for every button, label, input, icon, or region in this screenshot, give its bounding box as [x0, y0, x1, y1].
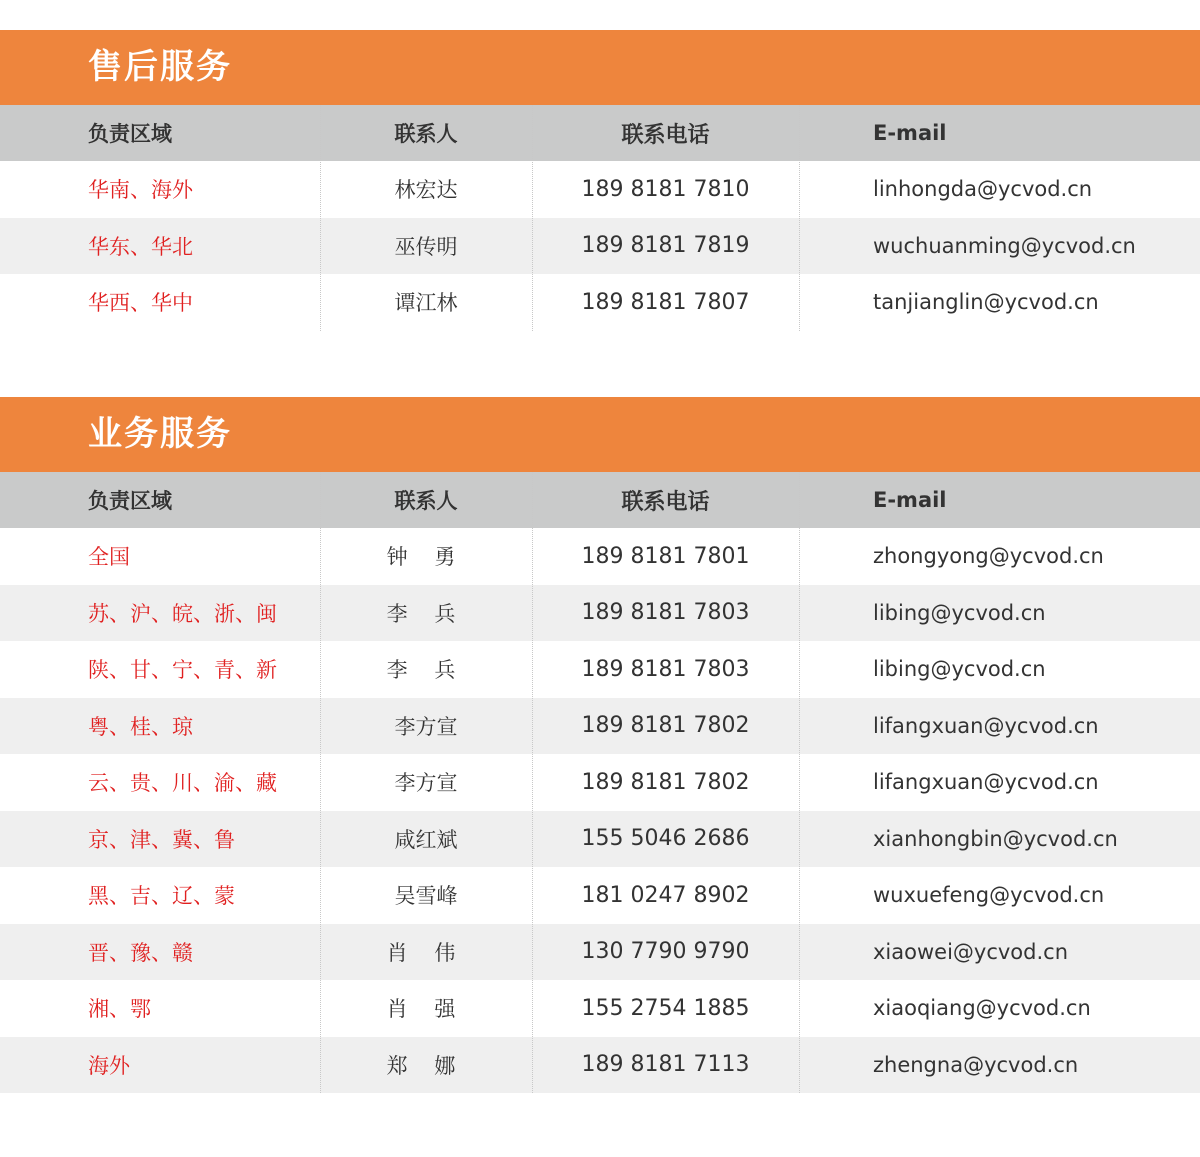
table-row [0, 1037, 1200, 1094]
region-cell: 华南、海外 [88, 178, 193, 203]
phone-cell: 155 2754 1885 [581, 995, 750, 1021]
header-phone: 联系电话 [621, 489, 710, 515]
contact-cell: 郑 娜 [386, 1053, 466, 1078]
table-row [0, 754, 1200, 811]
email-cell[interactable]: xianhongbin@ycvod.cn [873, 826, 1118, 851]
region-cell: 黑、吉、辽、蒙 [88, 884, 235, 909]
table-row [0, 218, 1200, 275]
phone-cell: 130 7790 9790 [581, 939, 750, 965]
email-cell[interactable]: zhengna@ycvod.cn [873, 1052, 1079, 1077]
contact-cell: 吴雪峰 [394, 884, 458, 909]
phone-cell: 189 8181 7801 [581, 543, 750, 569]
email-cell[interactable]: zhongyong@ycvod.cn [873, 544, 1104, 569]
contact-cell: 肖 伟 [386, 940, 466, 965]
section-title: 售后服务 [0, 30, 1200, 105]
email-cell[interactable]: xiaowei@ycvod.cn [873, 939, 1069, 964]
column-divider [799, 472, 800, 1093]
header-contact: 联系人 [394, 122, 458, 146]
phone-cell: 189 8181 7807 [581, 289, 750, 315]
email-cell[interactable]: xiaoqiang@ycvod.cn [873, 996, 1091, 1021]
email-cell[interactable]: wuchuanming@ycvod.cn [873, 233, 1136, 258]
table-header-row [0, 472, 1200, 528]
table-row [0, 161, 1200, 218]
header-contact: 联系人 [394, 489, 458, 513]
phone-cell: 189 8181 7113 [581, 1052, 750, 1078]
contact-cell: 咸红斌 [394, 827, 458, 852]
contact-cell: 林宏达 [394, 178, 458, 203]
phone-cell: 189 8181 7803 [581, 656, 750, 682]
after-sales-section [0, 30, 1200, 331]
phone-cell: 189 8181 7802 [581, 769, 750, 795]
table-row [0, 698, 1200, 755]
phone-cell: 189 8181 7803 [581, 600, 750, 626]
region-cell: 京、津、冀、鲁 [88, 827, 235, 852]
table-row [0, 274, 1200, 331]
region-cell: 海外 [88, 1053, 130, 1078]
email-cell[interactable]: tanjianglin@ycvod.cn [873, 290, 1099, 315]
column-divider [532, 105, 533, 331]
contact-cell: 李方宣 [394, 714, 458, 739]
phone-cell: 189 8181 7819 [581, 233, 750, 259]
email-cell[interactable]: linhongda@ycvod.cn [873, 177, 1093, 202]
email-cell[interactable]: lifangxuan@ycvod.cn [873, 713, 1099, 738]
region-cell: 华东、华北 [88, 234, 193, 259]
table-row [0, 585, 1200, 642]
phone-cell: 189 8181 7810 [581, 176, 750, 202]
region-cell: 陕、甘、宁、青、新 [88, 658, 277, 683]
column-divider [799, 105, 800, 331]
table-row [0, 924, 1200, 981]
column-divider [532, 472, 533, 1093]
email-cell[interactable]: lifangxuan@ycvod.cn [873, 770, 1099, 795]
contact-cell: 钟 勇 [386, 545, 466, 570]
contact-cell: 巫传明 [394, 234, 458, 259]
section-title: 业务服务 [0, 397, 1200, 472]
email-cell[interactable]: libing@ycvod.cn [873, 600, 1046, 625]
after-sales-table [0, 105, 1200, 331]
header-email: E-mail [873, 121, 947, 145]
region-cell: 晋、豫、赣 [88, 940, 193, 965]
header-region: 负责区域 [88, 122, 172, 146]
region-cell: 苏、沪、皖、浙、闽 [88, 601, 277, 626]
contact-cell: 李 兵 [386, 658, 466, 683]
region-cell: 粤、桂、琼 [88, 714, 193, 739]
region-cell: 华西、华中 [88, 291, 193, 316]
contact-cell: 谭江林 [394, 291, 458, 316]
column-divider [320, 472, 321, 1093]
column-divider [320, 105, 321, 331]
business-section [0, 397, 1200, 1093]
phone-cell: 155 5046 2686 [581, 826, 750, 852]
region-cell: 湘、鄂 [88, 997, 151, 1022]
header-email: E-mail [873, 488, 947, 512]
phone-cell: 189 8181 7802 [581, 713, 750, 739]
header-phone: 联系电话 [621, 122, 710, 148]
table-row [0, 811, 1200, 868]
contact-cell: 肖 强 [386, 997, 466, 1022]
contact-cell: 李 兵 [386, 601, 466, 626]
email-cell[interactable]: libing@ycvod.cn [873, 657, 1046, 682]
table-row [0, 641, 1200, 698]
region-cell: 云、贵、川、渝、藏 [88, 771, 277, 796]
header-region: 负责区域 [88, 489, 172, 513]
contact-cell: 李方宣 [394, 771, 458, 796]
region-cell: 全国 [88, 545, 130, 570]
phone-cell: 181 0247 8902 [581, 882, 750, 908]
email-cell[interactable]: wuxuefeng@ycvod.cn [873, 883, 1105, 908]
table-row [0, 980, 1200, 1037]
table-header-row [0, 105, 1200, 161]
business-table [0, 472, 1200, 1093]
table-row [0, 528, 1200, 585]
table-row [0, 867, 1200, 924]
